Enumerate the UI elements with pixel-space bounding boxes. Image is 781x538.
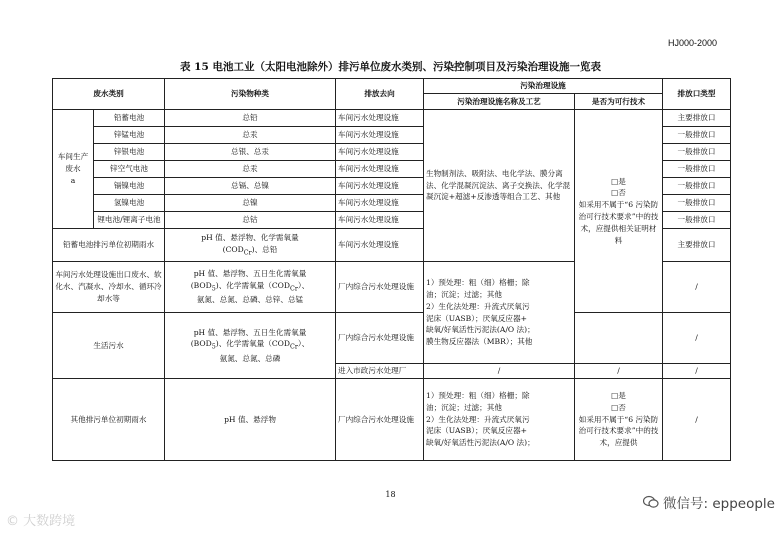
pollutant-cell: 总镍 — [165, 195, 336, 212]
rain-lead-pollutant: pH 值、悬浮物、化学需氧量 $(COD_{Cr})$、总铅 — [165, 229, 336, 262]
workshop-outlet-destination: 厂内综合污水处理设施 — [336, 262, 424, 313]
rain-lead-type: 铅蓄电池排污单位初期雨水 — [53, 229, 165, 262]
other-rain-type: 其他排污单位初期雨水 — [53, 379, 165, 461]
table-title: 表 15 电池工业（太阳电池除外）排污单位废水类别、污染控制项目及污染治理设施一览表 — [180, 61, 601, 73]
battery-cell: 镉镍电池 — [94, 178, 165, 195]
domestic-feasible-2: / — [575, 364, 663, 379]
pollutant-cell: 总汞 — [165, 161, 336, 178]
col-feasible: 是否为可行技术 — [575, 94, 663, 110]
other-rain-facility: 1）预处理：粗（细）格栅；除 油；沉淀；过滤；其他 2）生化法处理：升流式厌氧污 泥床（UASB）；厌氧反应器+ 缺氧/好氧活性污泥法(A/O 法)； — [424, 379, 575, 461]
table-row — [53, 313, 731, 364]
domestic-feasible — [575, 313, 663, 364]
logo-icon: © — [6, 514, 19, 529]
destination-cell: 车间污水处理设施 — [336, 212, 424, 229]
outlet-cell: 一般排放口 — [663, 178, 731, 195]
outlet-cell: 一般排放口 — [663, 127, 731, 144]
outlet-cell: 一般排放口 — [663, 195, 731, 212]
col-facility-name: 污染治理设施名称及工艺 — [424, 94, 575, 110]
workshop-facility: 生物制剂法、吸附法、电化学法、膜分离法、化学混凝沉淀法、离子交换法、化学混凝沉淀+超滤+反渗透等组合工艺、其他 — [424, 110, 575, 262]
destination-cell: 车间污水处理设施 — [336, 195, 424, 212]
process-text: 1）预处理：粗（细）格栅；除 油；沉淀；过滤；其他 2）生化法处理：升流式厌氧污 泥床（UASB）；厌氧反应器+ 缺氧/好氧活性污泥法(A/O 法)； 膜生物反应器法（MBR）；其他 — [424, 262, 575, 364]
workshop-label: 车间生产废水 a — [53, 110, 94, 229]
domestic-outlet: / — [663, 313, 731, 364]
header-row — [53, 79, 731, 94]
pollutant-cell: 总钴 — [165, 212, 336, 229]
domestic-destination: 厂内综合污水处理设施 — [336, 313, 424, 364]
col-outlet-type: 排放口类型 — [663, 79, 731, 110]
workshop-note: a — [70, 175, 76, 185]
pollutant-cell: 总汞 — [165, 127, 336, 144]
workshop-outlet-pollutant: pH 值、悬浮物、五日生化需氧量 $(BOD_5)$、化学需氧量$(COD_{Cr})$、 氨氮、总氮、总磷、总锌、总锰 — [165, 262, 336, 313]
pollutant-cell: 总铅 — [165, 110, 336, 127]
domestic-pollutant: pH 值、悬浮物、五日生化需氧量 $(BOD_5)$、化学需氧量$(COD_{Cr})$、 氨氮、总氮、总磷 — [165, 313, 336, 379]
domestic-type: 生活污水 — [53, 313, 165, 379]
page-number: 18 — [385, 490, 396, 499]
other-rain-feasible: □是 □否 如采用不属于“6 污染防治可行技术要求”中的技术，应提供 — [575, 379, 663, 461]
domestic-facility-2: / — [424, 364, 575, 379]
outlet-cell: 主要排放口 — [663, 110, 731, 127]
outlet-cell: 一般排放口 — [663, 144, 731, 161]
rain-lead-outlet: 主要排放口 — [663, 229, 731, 262]
battery-cell: 锌银电池 — [94, 144, 165, 161]
destination-cell: 车间污水处理设施 — [336, 144, 424, 161]
col-facility-group: 污染治理设施 — [424, 79, 663, 94]
table-row — [53, 110, 731, 127]
battery-cell: 锌空气电池 — [94, 161, 165, 178]
watermark-left: © 大数跨境 — [6, 514, 76, 529]
battery-cell: 氢镍电池 — [94, 195, 165, 212]
battery-cell: 锌锰电池 — [94, 127, 165, 144]
workshop-feasible: □是 □否 如采用不属于“6 污染防治可行技术要求”中的技术，应提供相关证明材料 — [575, 110, 663, 313]
document-code: HJ000-2000 — [667, 38, 717, 48]
workshop-outlet-outlet: / — [663, 262, 731, 313]
wechat-icon — [643, 495, 659, 509]
destination-cell: 车间污水处理设施 — [336, 161, 424, 178]
wastewater-table — [52, 78, 731, 461]
battery-cell: 锂电池/锂离子电池 — [94, 212, 165, 229]
workshop-outlet-type: 车间污水处理设施出口废水、软化水、汽凝水、冷却水、循环冷却水等 — [53, 262, 165, 313]
watermark-right: 微信号: eppeople — [643, 492, 775, 512]
domestic-destination-2: 进入市政污水处理厂 — [336, 364, 424, 379]
pollutant-cell: 总镉、总镍 — [165, 178, 336, 195]
col-pollutant: 污染物种类 — [165, 79, 336, 110]
destination-cell: 车间污水处理设施 — [336, 110, 424, 127]
col-destination: 排放去向 — [336, 79, 424, 110]
other-rain-destination: 厂内综合污水处理设施 — [336, 379, 424, 461]
table-row — [53, 379, 731, 461]
outlet-cell: 一般排放口 — [663, 212, 731, 229]
col-type: 废水类别 — [53, 79, 165, 110]
domestic-outlet-2: / — [663, 364, 731, 379]
outlet-cell: 一般排放口 — [663, 161, 731, 178]
destination-cell: 车间污水处理设施 — [336, 178, 424, 195]
other-rain-pollutant: pH 值、悬浮物 — [165, 379, 336, 461]
destination-cell: 车间污水处理设施 — [336, 127, 424, 144]
battery-cell: 铅蓄电池 — [94, 110, 165, 127]
pollutant-cell: 总银、总汞 — [165, 144, 336, 161]
other-rain-outlet: / — [663, 379, 731, 461]
rain-lead-destination: 车间污水处理设施 — [336, 229, 424, 262]
